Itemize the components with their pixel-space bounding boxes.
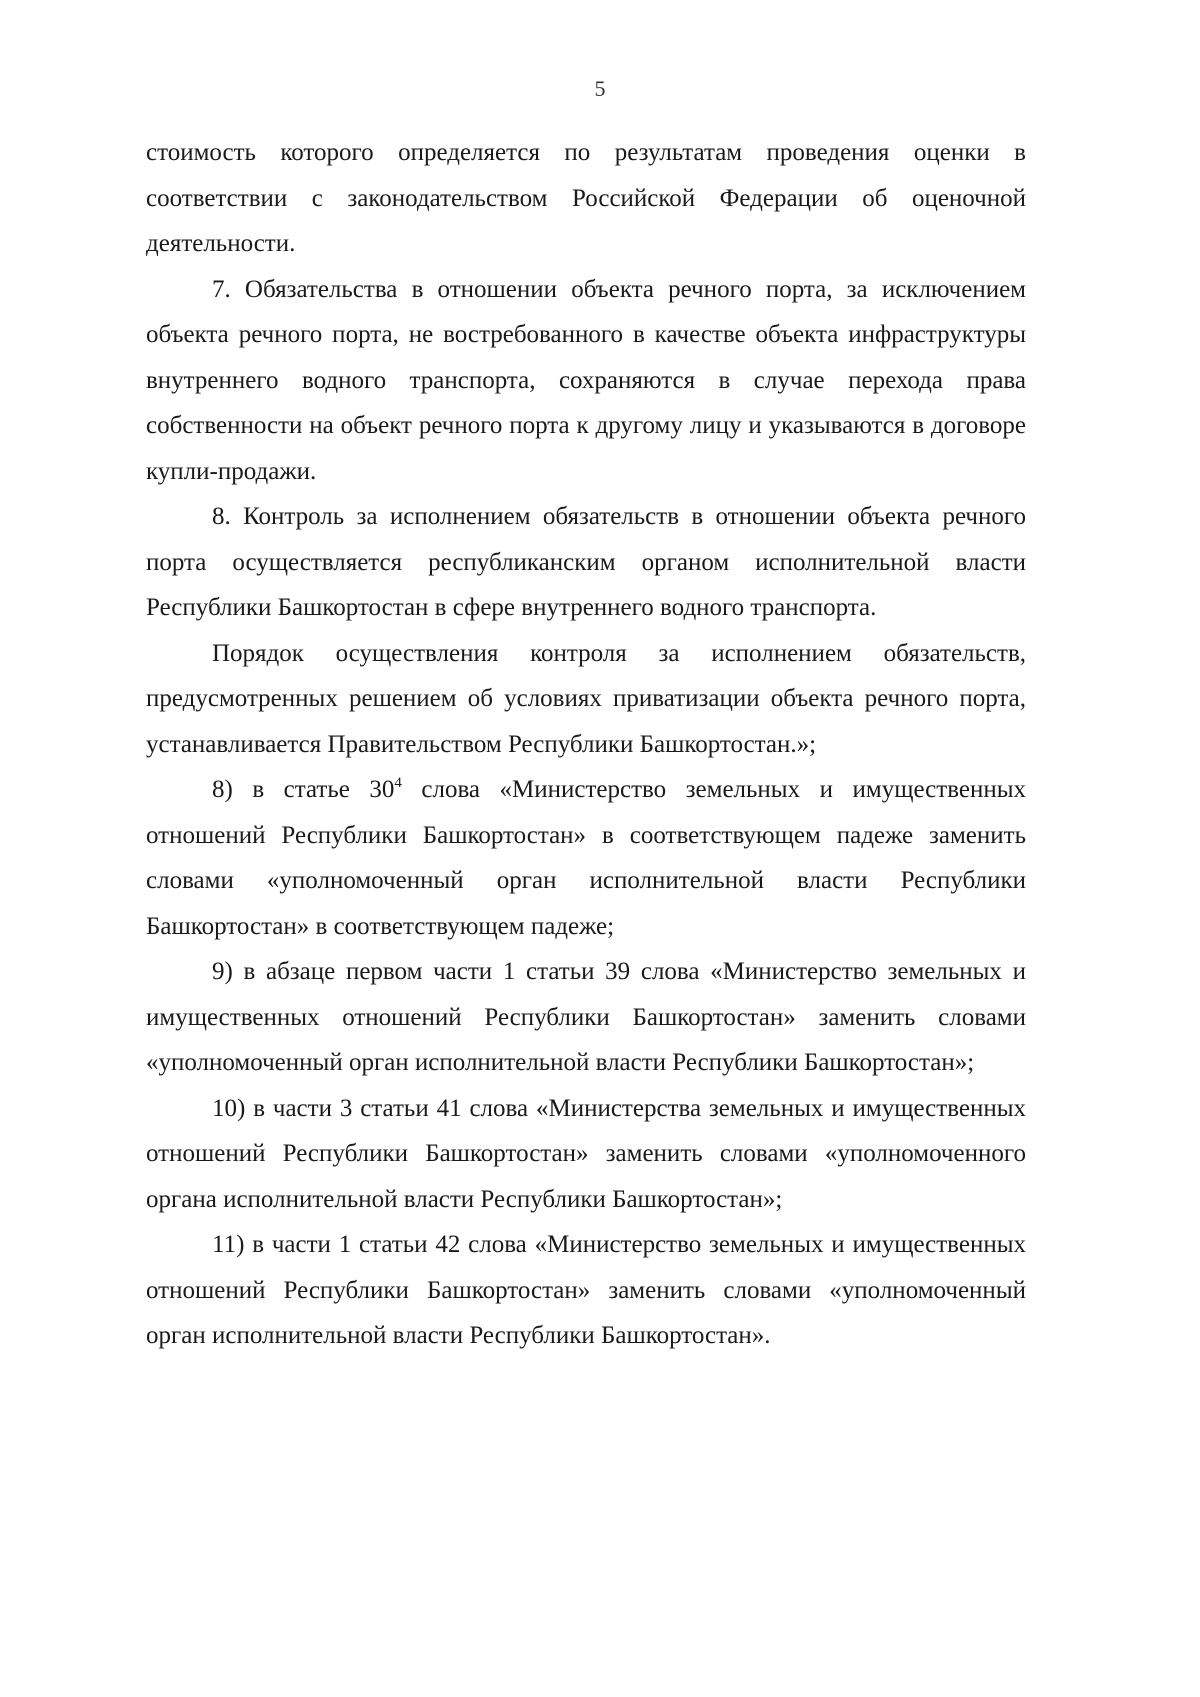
item-8-text-before: 8) в статье 30 (212, 776, 395, 803)
page-number: 5 (594, 76, 606, 101)
paragraph-item-10: 10) в части 3 статьи 41 слова «Министерства земельных и имущественных отношений Республики Башкортостан» заменить словами «уполномоченного органа исполнительной власти Республики Башкортостан»; (146, 1094, 1026, 1213)
paragraph-continuation: стоимость которого определяется по результатам проведения оценки в соответствии с законодательством Российской Федерации об оценочной деятельности. (146, 139, 1026, 257)
paragraph-clause-8: 8. Контроль за исполнением обязательств в отношении объекта речного порта осуществляется республиканским органом исполнительной власти Республики Башкортостан в сфере внутреннего водного транспорта. (146, 503, 1026, 621)
paragraph-item-9: 9) в абзаце первом части 1 статьи 39 слова «Министерство земельных и имущественных отношений Республики Башкортостан» заменить словами «уполномоченный орган исполнительной власти Республики Башкортостан»; (146, 958, 1026, 1076)
paragraph-clause-7: 7. Обязательства в отношении объекта речного порта, за исключением объекта речного порта, не востребованного в качестве объекта инфраструктуры внутреннего водного транспорта, сохраняются в случае перехода права собственности на объект речного порта к другому лицу и указываются в договоре купли-продажи. (146, 275, 1026, 485)
item-8-text-after: слова «Министерство земельных и имущественных отношений Республики Башкортостан» в соответствующем падеже заменить словами «уполномоченный орган исполнительной власти Республики Башкортостан» в соответствующем падеже; (146, 776, 1026, 940)
paragraph-item-11: 11) в части 1 статьи 42 слова «Министерство земельных и имущественных отношений Республики Башкортостан» заменить словами «уполномоченный орган исполнительной власти Республики Башкортостан». (146, 1231, 1026, 1349)
paragraph-item-8 (146, 767, 1026, 949)
document-body (146, 130, 1026, 1359)
paragraph-control-procedure: Порядок осуществления контроля за исполнением обязательств, предусмотренных решением об условиях приватизации объекта речного порта, устанавливается Правительством Республики Башкортостан.»; (146, 639, 1026, 758)
item-8-superscript: 4 (394, 775, 402, 791)
